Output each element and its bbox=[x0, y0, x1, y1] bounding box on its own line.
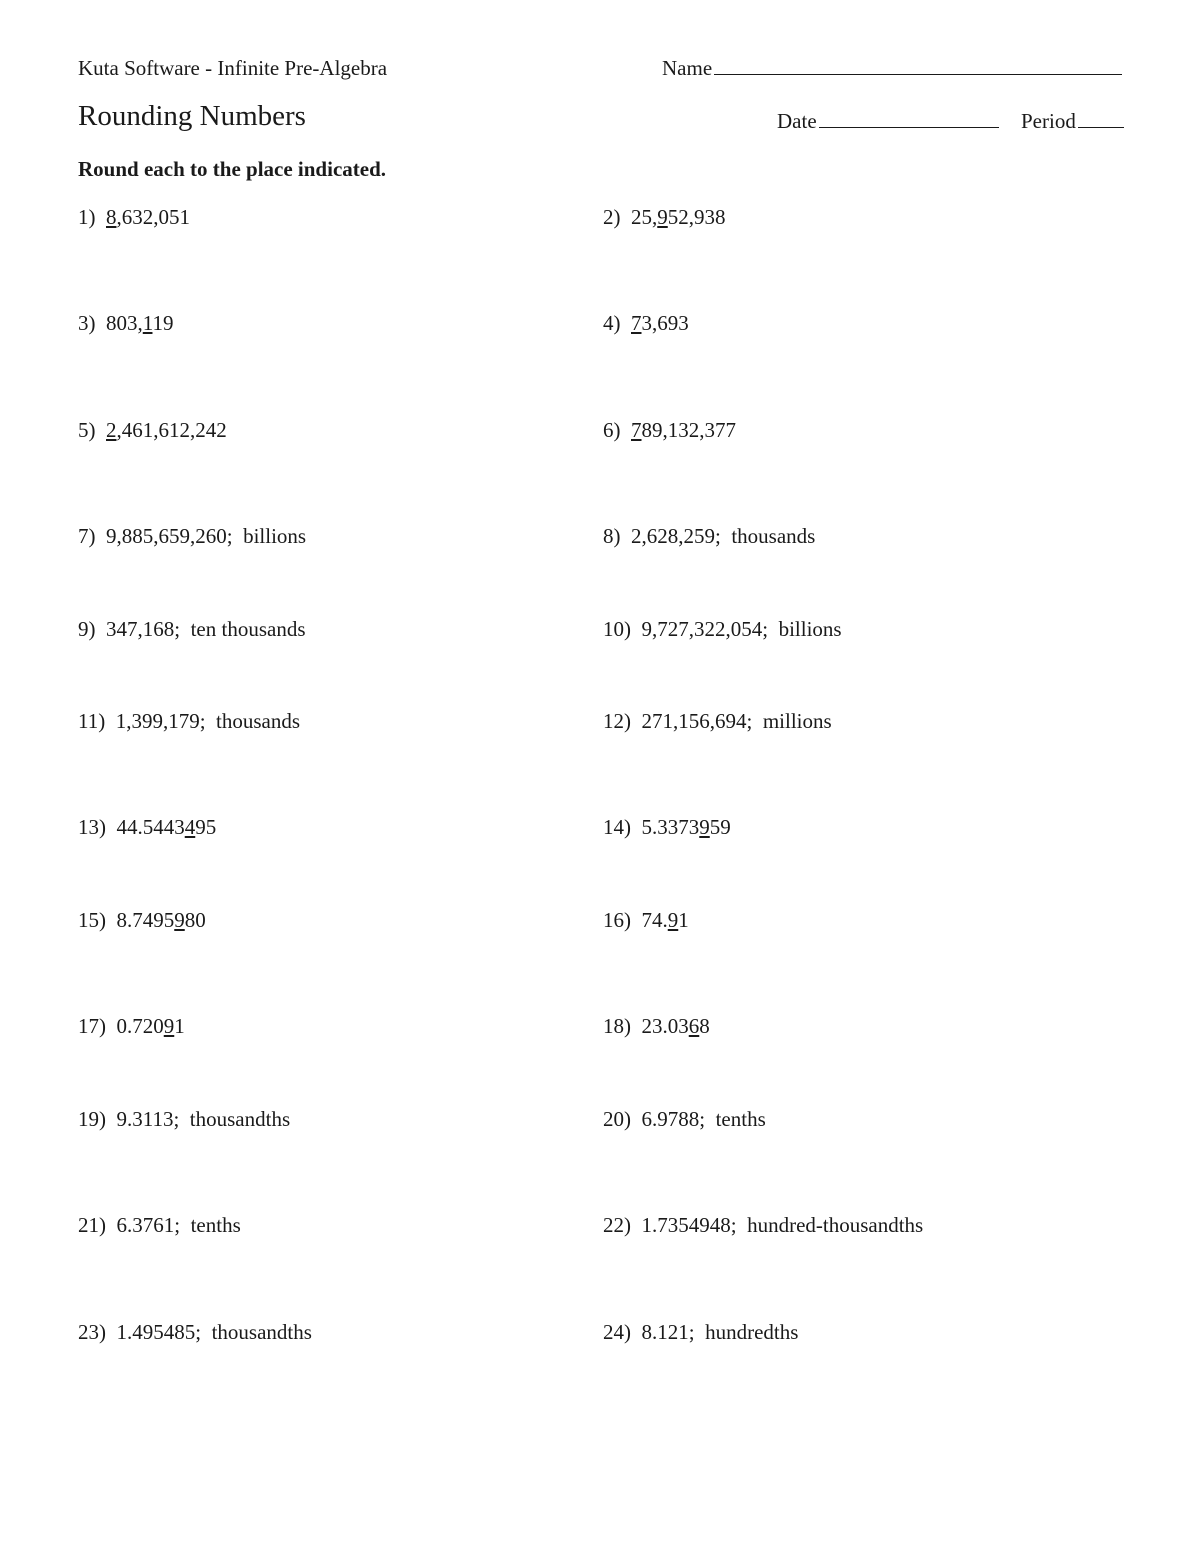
problem-6 bbox=[603, 418, 736, 443]
problem-before: 5.3373 bbox=[641, 815, 700, 839]
underlined-digit: 2 bbox=[106, 418, 117, 442]
problem-2 bbox=[603, 205, 726, 230]
underlined-digit: 9 bbox=[699, 815, 710, 839]
period-field[interactable] bbox=[1021, 109, 1124, 134]
problem-after: 52,938 bbox=[667, 205, 726, 229]
problem-text: 9,727,322,054; billions bbox=[641, 617, 842, 641]
problem-21 bbox=[78, 1213, 241, 1238]
name-blank[interactable] bbox=[714, 56, 1122, 75]
problem-before: 803, bbox=[106, 311, 143, 335]
instructions: Round each to the place indicated. bbox=[78, 157, 387, 181]
name-label: Name bbox=[662, 56, 713, 80]
problem-after: ,632,051 bbox=[116, 205, 190, 229]
problem-8 bbox=[603, 524, 815, 549]
problem-15 bbox=[78, 908, 206, 933]
problem-number: 10) bbox=[603, 617, 631, 641]
publisher-label: Kuta Software - Infinite Pre-Algebra bbox=[78, 56, 388, 80]
problem-3 bbox=[78, 311, 173, 336]
underlined-digit: 9 bbox=[174, 908, 185, 932]
problem-after: 59 bbox=[709, 815, 731, 839]
problem-14 bbox=[603, 815, 731, 840]
problem-after: 80 bbox=[184, 908, 206, 932]
problem-after: ,461,612,242 bbox=[116, 418, 227, 442]
problem-number: 20) bbox=[603, 1107, 631, 1131]
underlined-digit: 6 bbox=[688, 1014, 700, 1038]
problem-text: 6.3761; tenths bbox=[116, 1213, 241, 1237]
problem-13 bbox=[78, 815, 216, 840]
problem-18 bbox=[603, 1014, 710, 1039]
problem-5 bbox=[78, 418, 227, 443]
problem-after: 8 bbox=[699, 1014, 710, 1038]
problem-number: 12) bbox=[603, 709, 631, 733]
problem-number: 7) bbox=[78, 524, 96, 548]
problem-number: 3) bbox=[78, 311, 96, 335]
problem-text: 6.9788; tenths bbox=[641, 1107, 766, 1131]
name-field[interactable] bbox=[662, 56, 1122, 81]
problem-text: 9.3113; thousandths bbox=[116, 1107, 291, 1131]
problem-number: 24) bbox=[603, 1320, 631, 1344]
problem-number: 4) bbox=[603, 311, 621, 335]
problem-17 bbox=[78, 1014, 185, 1039]
problem-before: 0.720 bbox=[116, 1014, 164, 1038]
problem-text: 1,399,179; thousands bbox=[115, 709, 301, 733]
problem-before: 8.7495 bbox=[116, 908, 175, 932]
problem-after: 19 bbox=[152, 311, 174, 335]
date-blank[interactable] bbox=[819, 109, 999, 128]
problem-number: 15) bbox=[78, 908, 106, 932]
problem-number: 21) bbox=[78, 1213, 106, 1237]
underlined-digit: 1 bbox=[142, 311, 153, 335]
problem-number: 11) bbox=[78, 709, 106, 733]
problem-23 bbox=[78, 1320, 312, 1345]
problem-9 bbox=[78, 617, 306, 642]
period-label: Period bbox=[1021, 109, 1076, 133]
problem-4 bbox=[603, 311, 689, 336]
problem-text: 2,628,259; thousands bbox=[631, 524, 816, 548]
problem-text: 1.7354948; hundred-thousandths bbox=[641, 1213, 924, 1237]
underlined-digit: 9 bbox=[657, 205, 668, 229]
problem-text: 8.121; hundredths bbox=[641, 1320, 799, 1344]
problem-text: 9,885,659,260; billions bbox=[106, 524, 307, 548]
problem-number: 17) bbox=[78, 1014, 106, 1038]
underlined-digit: 4 bbox=[184, 815, 196, 839]
problem-number: 5) bbox=[78, 418, 96, 442]
date-label: Date bbox=[777, 109, 817, 133]
problem-number: 2) bbox=[603, 205, 621, 229]
problem-19 bbox=[78, 1107, 290, 1132]
problem-number: 19) bbox=[78, 1107, 106, 1131]
underlined-digit: 9 bbox=[667, 908, 679, 932]
underlined-digit: 7 bbox=[631, 311, 642, 335]
problem-1 bbox=[78, 205, 190, 230]
problem-12 bbox=[603, 709, 832, 734]
underlined-digit: 8 bbox=[106, 205, 117, 229]
problem-number: 9) bbox=[78, 617, 96, 641]
problem-24 bbox=[603, 1320, 798, 1345]
problem-text: 271,156,694; millions bbox=[641, 709, 832, 733]
problem-number: 13) bbox=[78, 815, 106, 839]
problem-number: 8) bbox=[603, 524, 621, 548]
period-blank[interactable] bbox=[1078, 109, 1124, 128]
date-field[interactable] bbox=[777, 109, 999, 134]
problem-number: 1) bbox=[78, 205, 96, 229]
problem-after: 1 bbox=[678, 908, 689, 932]
problem-number: 16) bbox=[603, 908, 631, 932]
problem-22 bbox=[603, 1213, 923, 1238]
underlined-digit: 7 bbox=[631, 418, 642, 442]
problem-number: 6) bbox=[603, 418, 621, 442]
problem-number: 14) bbox=[603, 815, 631, 839]
problem-before: 23.03 bbox=[641, 1014, 689, 1038]
problem-before: 74. bbox=[641, 908, 668, 932]
problem-10 bbox=[603, 617, 842, 642]
problem-before: 25, bbox=[631, 205, 658, 229]
problem-16 bbox=[603, 908, 689, 933]
problem-number: 18) bbox=[603, 1014, 631, 1038]
problem-after: 95 bbox=[195, 815, 217, 839]
problem-11 bbox=[78, 709, 300, 734]
problem-after: 89,132,377 bbox=[641, 418, 736, 442]
problem-before: 44.5443 bbox=[116, 815, 185, 839]
problem-after: 3,693 bbox=[641, 311, 689, 335]
problem-text: 347,168; ten thousands bbox=[106, 617, 306, 641]
underlined-digit: 9 bbox=[163, 1014, 175, 1038]
problem-20 bbox=[603, 1107, 766, 1132]
problem-7 bbox=[78, 524, 306, 549]
problem-after: 1 bbox=[174, 1014, 185, 1038]
page-title: Rounding Numbers bbox=[78, 100, 306, 132]
problem-text: 1.495485; thousandths bbox=[116, 1320, 312, 1344]
problem-number: 22) bbox=[603, 1213, 631, 1237]
problem-number: 23) bbox=[78, 1320, 106, 1344]
